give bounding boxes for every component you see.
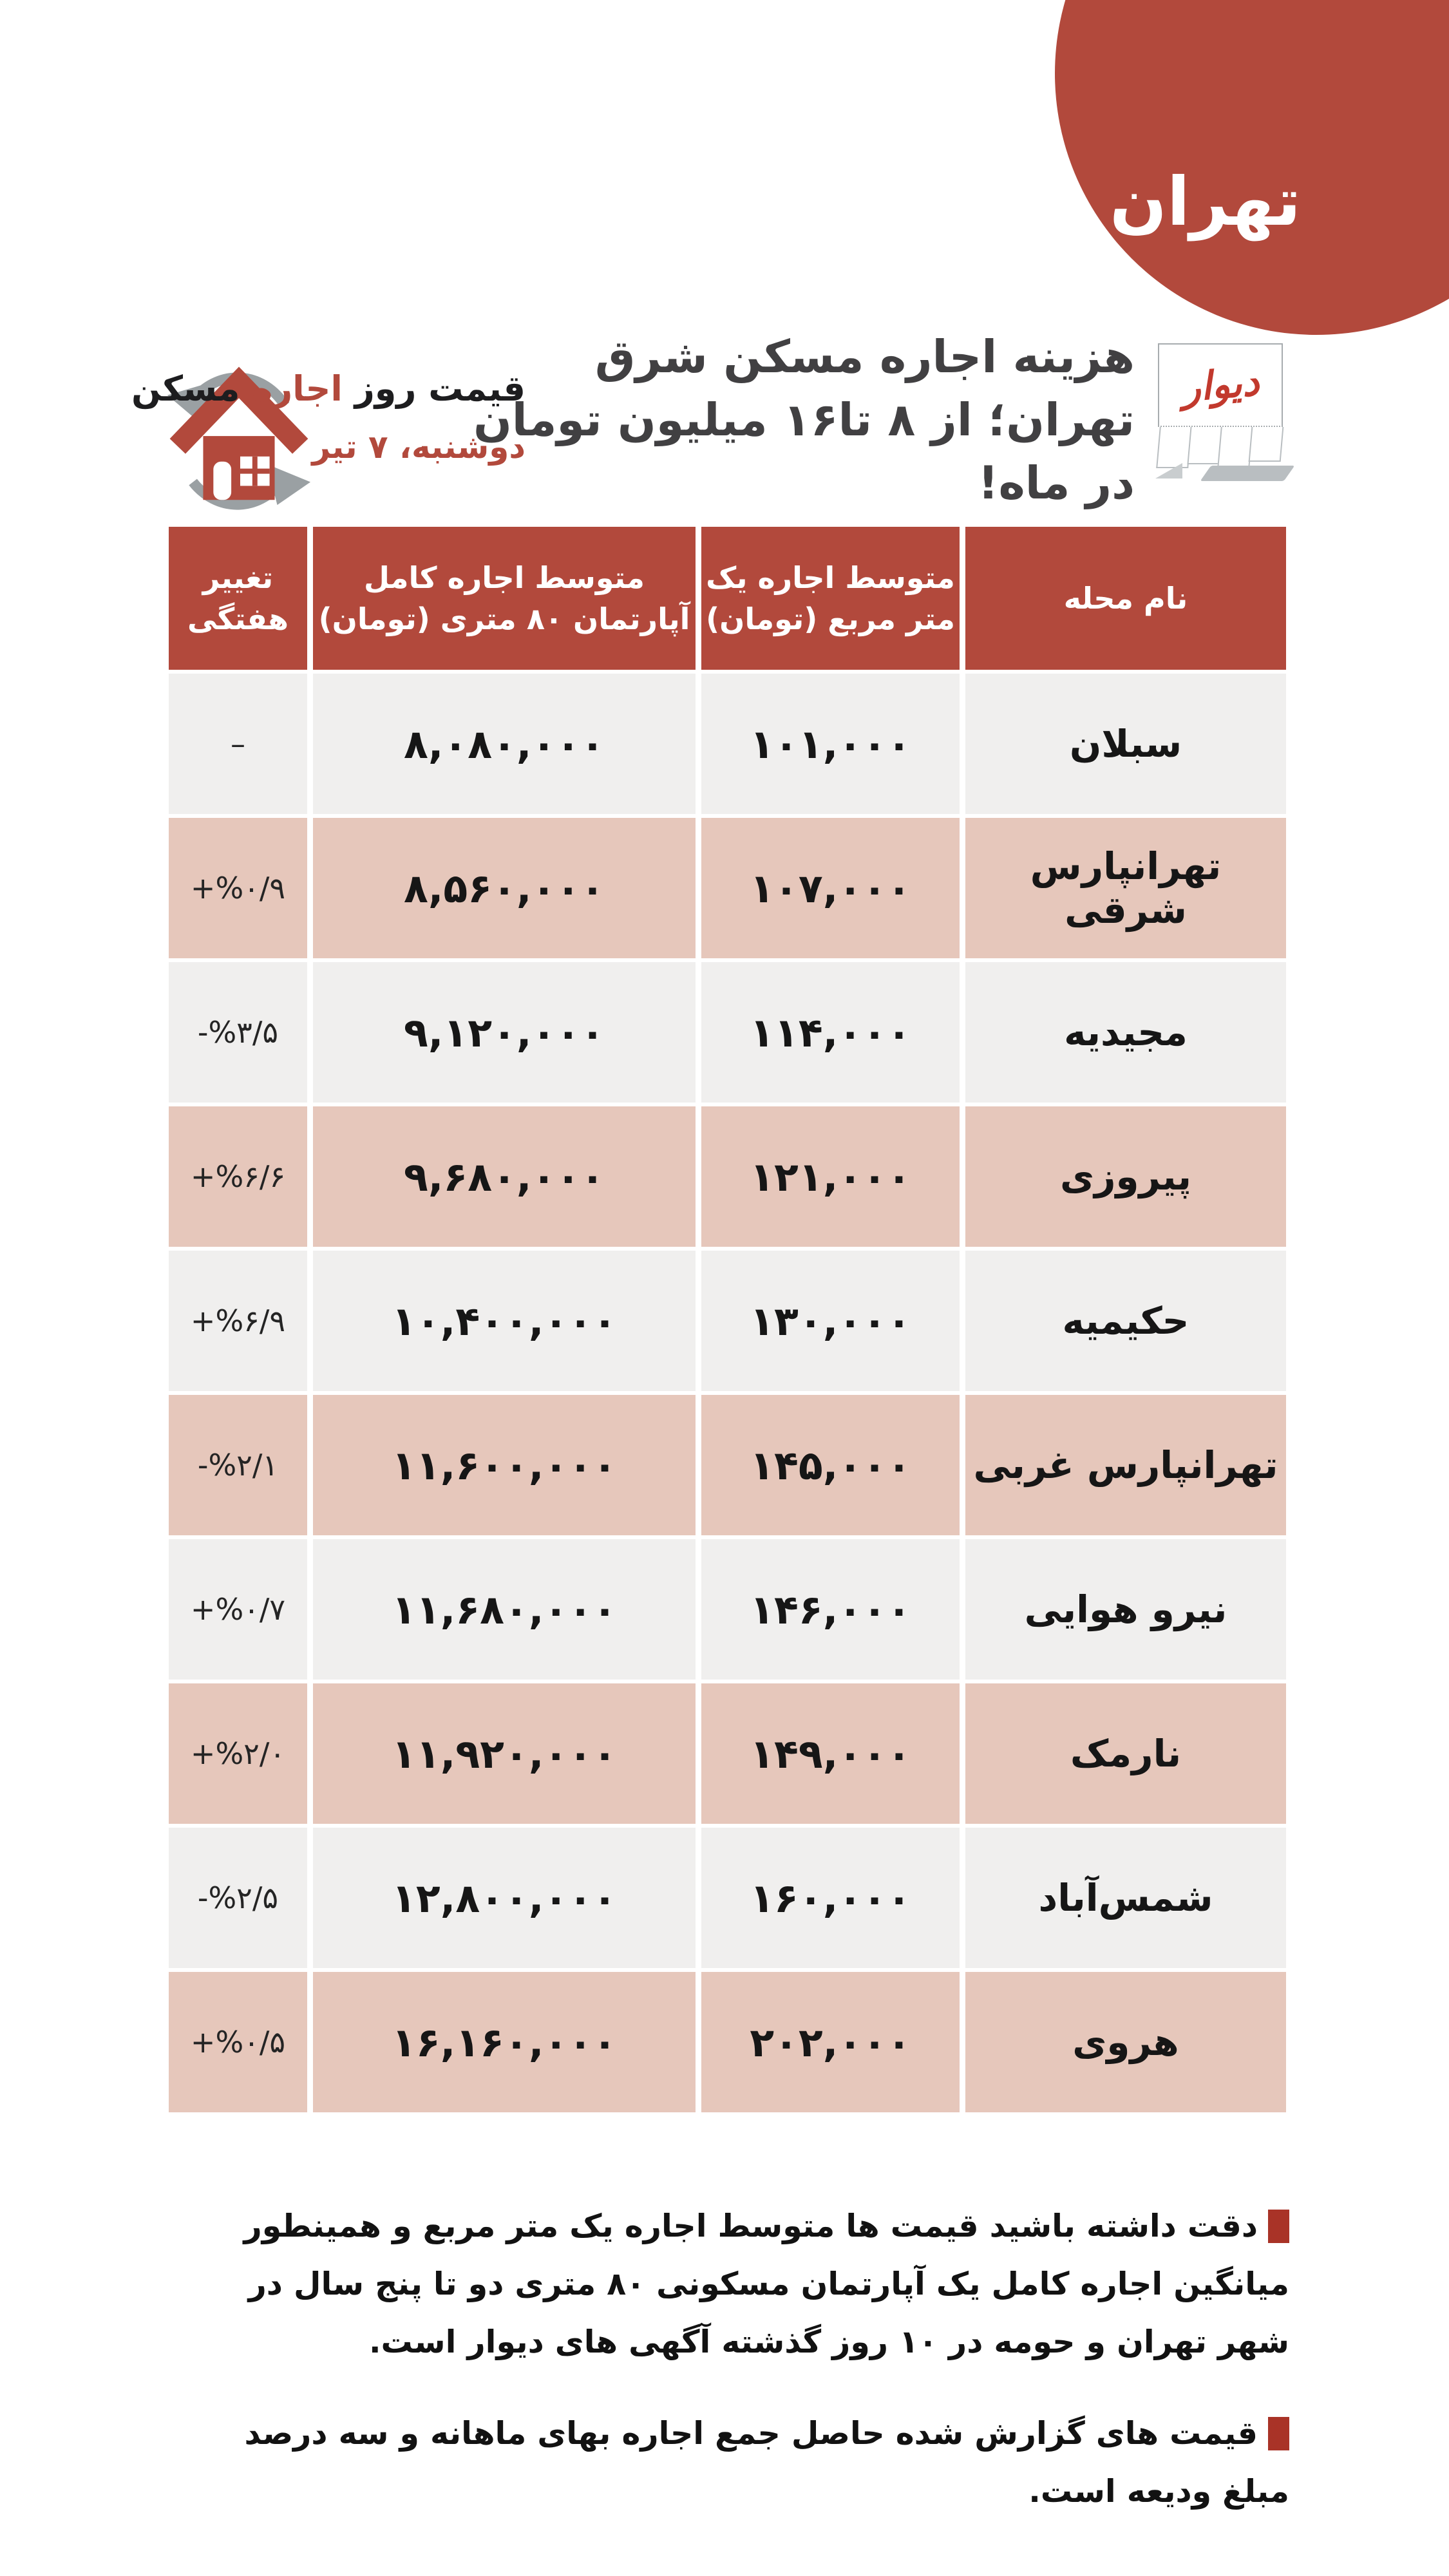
full-rent-cell: ۸,۵۶۰,۰۰۰ [313,818,696,958]
table-row [167,1539,1286,1680]
header-name: نام محله [1063,581,1188,616]
table-header-row [167,527,1286,670]
table-row [167,1972,1286,2112]
full-rent-cell: ۸,۰۸۰,۰۰۰ [313,674,696,814]
subtitle-line [131,368,526,409]
weekly-change-cell: +%۲/۰ [169,1683,307,1824]
neighborhood-name-cell: نیرو هوایی [965,1539,1286,1680]
subtitle-block [131,368,526,466]
weekly-change-cell: +%۶/۹ [169,1251,307,1391]
red-square-bullet-icon [1268,2210,1289,2243]
header-per-meter-line1: متوسط اجاره یک [706,560,955,595]
table-row [167,1106,1286,1247]
rent-per-meter-cell: ۱۴۹,۰۰۰ [701,1683,960,1824]
divar-logo-tear-strips [1159,427,1282,468]
tear-strip [1248,427,1283,462]
divar-logo-wordmark: دیوار [1180,359,1261,412]
neighborhood-name-cell: نارمک [965,1683,1286,1824]
headline-line-1: هزینه اجاره مسکن شرق [594,330,1135,383]
header-per-meter-line2: متر مربع (تومان) [706,601,955,636]
tear-strip [1217,427,1253,468]
full-rent-cell: ۱۲,۸۰۰,۰۰۰ [313,1828,696,1968]
tear-strip [1156,427,1191,468]
weekly-change-cell: -%۲/۵ [169,1828,307,1968]
table-row [167,1395,1286,1535]
table-row [167,818,1286,958]
subtitle-highlight: اجاره [252,368,343,409]
neighborhood-name-cell: حکیمیه [965,1251,1286,1391]
full-rent-cell: ۱۱,۶۸۰,۰۰۰ [313,1539,696,1680]
rent-per-meter-cell: ۱۴۵,۰۰۰ [701,1395,960,1535]
weekly-change-cell: +%۰/۵ [169,1972,307,2112]
divar-logo-sheet [1158,343,1283,427]
full-rent-cell: ۱۱,۶۰۰,۰۰۰ [313,1395,696,1535]
rent-table [167,527,1286,2116]
neighborhood-name-cell: شمس‌آباد [965,1828,1286,1968]
headline-line-2: تهران؛ از ۸ تا۱۶ میلیون تومان [473,393,1135,446]
rent-per-meter-cell: ۱۴۶,۰۰۰ [701,1539,960,1680]
weekly-change-cell: +%۰/۹ [169,818,307,958]
footnote-1 [191,2197,1289,2371]
rent-per-meter-cell: ۱۱۴,۰۰۰ [701,962,960,1103]
full-rent-cell: ۱۶,۱۶۰,۰۰۰ [313,1972,696,2112]
region-name: تهران [1110,162,1301,241]
table-row [167,1251,1286,1391]
table-row [167,962,1286,1103]
header-cell-per-meter [701,527,960,670]
weekly-change-cell: -%۳/۵ [169,962,307,1103]
subtitle-prefix: قیمت روز [342,368,526,409]
rent-per-meter-cell: ۱۲۱,۰۰۰ [701,1106,960,1247]
table-row [167,674,1286,814]
rent-per-meter-cell: ۲۰۲,۰۰۰ [701,1972,960,2112]
full-rent-cell: ۹,۱۲۰,۰۰۰ [313,962,696,1103]
footnote-2-text: قیمت های گزارش شده حاصل جمع اجاره بهای ماهانه و سه درصد مبلغ ودیعه است. [244,2415,1289,2510]
weekly-change-cell: +%۶/۶ [169,1106,307,1247]
weekly-change-cell: – [169,674,307,814]
full-rent-cell: ۹,۶۸۰,۰۰۰ [313,1106,696,1247]
rent-per-meter-cell: ۱۳۰,۰۰۰ [701,1251,960,1391]
footnote-1-text: دقت داشته باشید قیمت ها متوسط اجاره یک متر مربع و همینطور میانگین اجاره کامل یک آپارتمان مسکونی ۸۰ متری دو تا پنج سال در شهر تهران و حومه در ۱۰ روز گذشته آگهی های دیوار است. [243,2208,1289,2360]
neighborhood-name-cell: پیروزی [965,1106,1286,1247]
subtitle-suffix: مسکن [131,368,252,409]
table-row [167,1683,1286,1824]
rent-per-meter-cell: ۱۶۰,۰۰۰ [701,1828,960,1968]
header-cell-name [965,527,1286,670]
rent-per-meter-cell: ۱۰۱,۰۰۰ [701,674,960,814]
table-body [167,674,1286,2112]
neighborhood-name-cell: سبلان [965,674,1286,814]
headline-line-3: در ماه! [978,457,1135,509]
header-change-line2: هفتگی [187,601,289,636]
header-full-line1: متوسط اجاره کامل [364,560,645,595]
neighborhood-name-cell: تهرانپارس غربی [965,1395,1286,1535]
weekly-change-cell: +%۰/۷ [169,1539,307,1680]
footnote-2 [191,2405,1289,2521]
header-full-line2: آپارتمان ۸۰ متری (تومان) [318,601,690,636]
header-change-line1: تغییر [202,560,274,595]
header-cell-full-rent [313,527,696,670]
red-square-bullet-icon [1268,2417,1289,2450]
full-rent-cell: ۱۰,۴۰۰,۰۰۰ [313,1251,696,1391]
tear-strip [1187,427,1222,464]
divar-logo [1158,343,1283,476]
weekly-change-cell: -%۲/۱ [169,1395,307,1535]
header-cell-weekly-change [169,527,307,670]
full-rent-cell: ۱۱,۹۲۰,۰۰۰ [313,1683,696,1824]
table-row [167,1828,1286,1968]
date-label: دوشنبه، ۷ تیر [312,428,526,466]
neighborhood-name-cell: هروی [965,1972,1286,2112]
footnotes [191,2197,1289,2554]
rent-per-meter-cell: ۱۰۷,۰۰۰ [701,818,960,958]
neighborhood-name-cell: تهرانپارس شرقی [965,818,1286,958]
headline [473,325,1135,515]
divar-logo-shadow [1200,466,1295,481]
neighborhood-name-cell: مجیدیه [965,962,1286,1103]
